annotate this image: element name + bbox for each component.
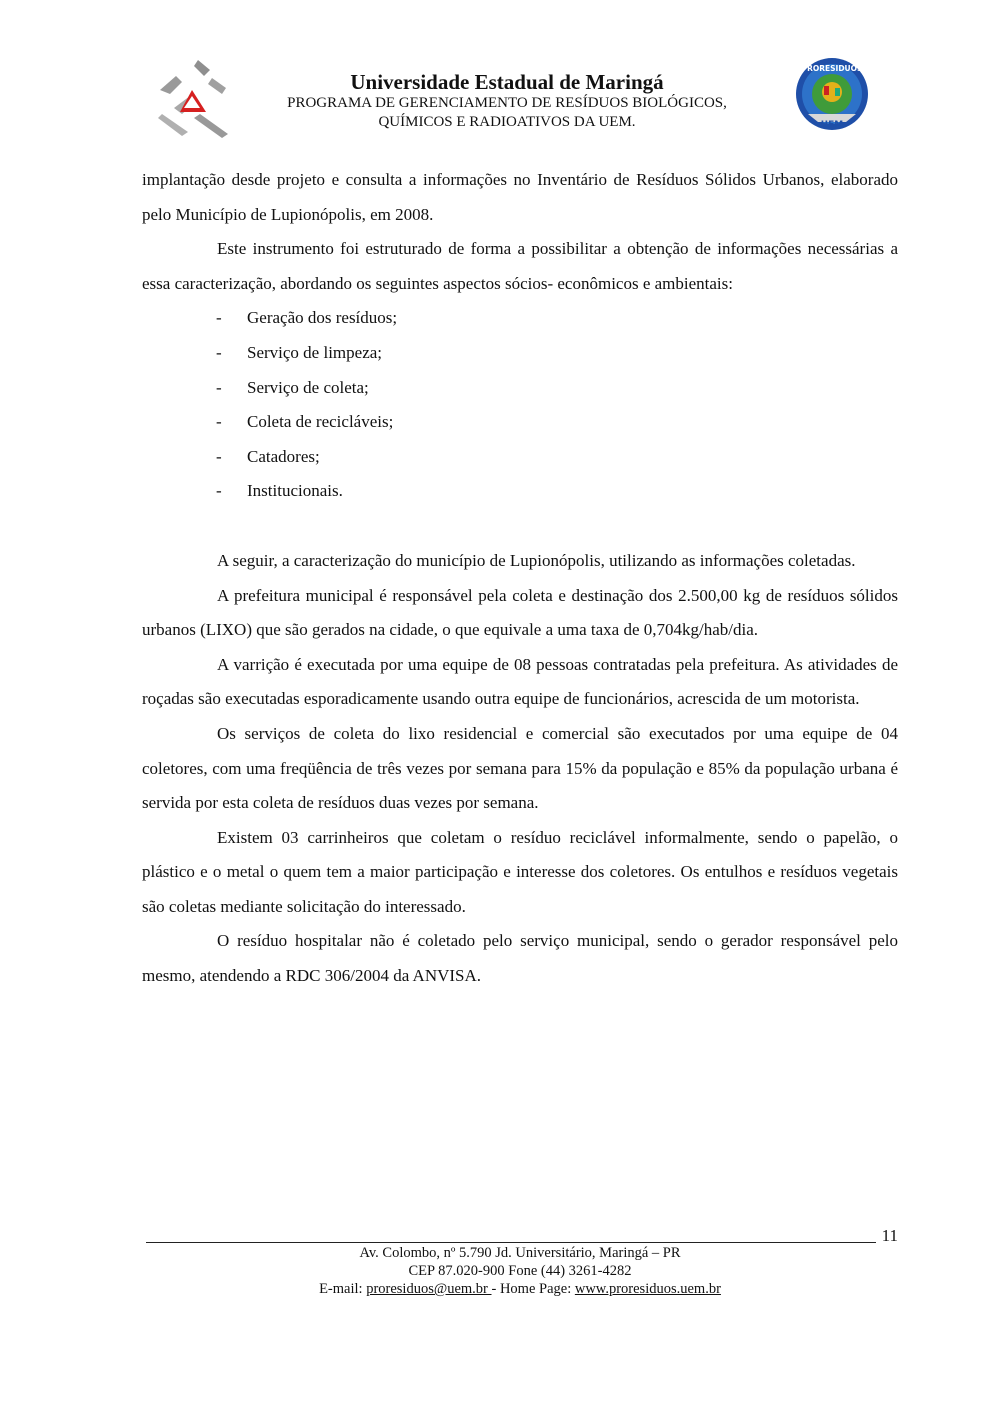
logo-text-proresiduos: PRORESIDUOS [801, 64, 863, 73]
paragraph-2: Este instrumento foi estruturado de forma a possibilitar a obtenção de informações necessárias a essa caracterização, abordando os seguintes aspectos sócios- econômicos e ambientais: [142, 239, 898, 293]
university-title: Universidade Estadual de Maringá [350, 70, 664, 94]
program-subtitle-line-1: PROGRAMA DE GERENCIAMENTO DE RESÍDUOS BIOLÓGICOS, [287, 95, 727, 111]
paragraph-5: A varrição é executada por uma equipe de 08 pessoas contratadas pela prefeitura. As atividades de roçadas são executadas esporadicamente usando outra equipe de funcionários, acrescida de um motorista. [142, 654, 898, 709]
homepage-label: - Home Page: [491, 1281, 575, 1297]
list-item [142, 301, 898, 336]
list-dash: - [216, 342, 222, 362]
paragraph-8: O resíduo hospitalar não é coletado pelo serviço municipal, sendo o gerador responsável pelo mesmo, atendendo a RDC 306/2004 da ANVISA. [142, 931, 898, 986]
list-item-text: Catadores; [247, 446, 320, 466]
email-link[interactable]: proresiduos@uem.br [366, 1281, 492, 1297]
list-item-text: Serviço de limpeza; [247, 342, 383, 362]
homepage-link[interactable]: www.proresiduos.uem.br [574, 1281, 721, 1297]
letterhead [240, 70, 774, 132]
footer-contact [200, 1280, 840, 1298]
list-dash: - [216, 377, 222, 397]
list-dash: - [216, 308, 222, 328]
paragraph-7: Existem 03 carrinheiros que coletam o resíduo reciclável informalmente, sendo o papelão, o plástico e o metal o quem tem a maior participação e interesse dos coletores. Os entulhos e resíduos vegetais são coletas mediante solicitação do interessado. [142, 827, 898, 916]
program-subtitle-line-2: QUÍMICOS E RADIOATIVOS DA UEM. [378, 114, 636, 130]
list-dash: - [216, 481, 222, 501]
list-item [142, 474, 898, 509]
aspects-list [142, 301, 898, 509]
paragraph-1: implantação desde projeto e consulta a informações no Inventário de Resíduos Sólidos Urbanos, elaborado pelo Município de Lupionópolis, em 2008. [142, 170, 898, 224]
paragraph-3: A seguir, a caracterização do município de Lupionópolis, utilizando as informações coletadas. [217, 550, 856, 570]
list-item [142, 371, 898, 406]
footer-cep-phone: CEP 87.020-900 Fone (44) 3261-4282 [408, 1263, 632, 1279]
footer-address: Av. Colombo, nº 5.790 Jd. Universitário, Maringá – PR [359, 1245, 681, 1261]
list-item-text: Institucionais. [247, 481, 343, 501]
list-item [142, 405, 898, 440]
footer [200, 1244, 840, 1298]
footer-divider [146, 1242, 876, 1243]
list-dash: - [216, 412, 222, 432]
list-item-text: Serviço de coleta; [247, 377, 369, 397]
email-label: E-mail: [319, 1281, 367, 1297]
proresiduos-logo-icon [794, 56, 870, 132]
uem-logo-icon [152, 56, 236, 140]
list-item [142, 336, 898, 371]
main-text [142, 163, 898, 994]
list-item [142, 440, 898, 475]
paragraph-6: Os serviços de coleta do lixo residencial e comercial são executados por uma equipe de 04 coletores, com uma freqüência de três vezes por semana para 15% da população e 85% da população urbana é servida por esta coleta de resíduos duas vezes por semana. [142, 723, 898, 813]
paragraph-4: A prefeitura municipal é responsável pela coleta e destinação dos 2.500,00 kg de resíduos sólidos urbanos (LIXO) que são gerados na cidade, o que equivale a uma taxa de 0,704kg/hab/dia. [142, 585, 898, 640]
list-item-text: Geração dos resíduos; [247, 308, 398, 328]
list-dash: - [216, 446, 222, 466]
list-item-text: Coleta de recicláveis; [247, 412, 394, 432]
logo-text-uem: UEM [820, 120, 844, 130]
page-number: 11 [881, 1226, 898, 1245]
blank-line [142, 509, 898, 544]
